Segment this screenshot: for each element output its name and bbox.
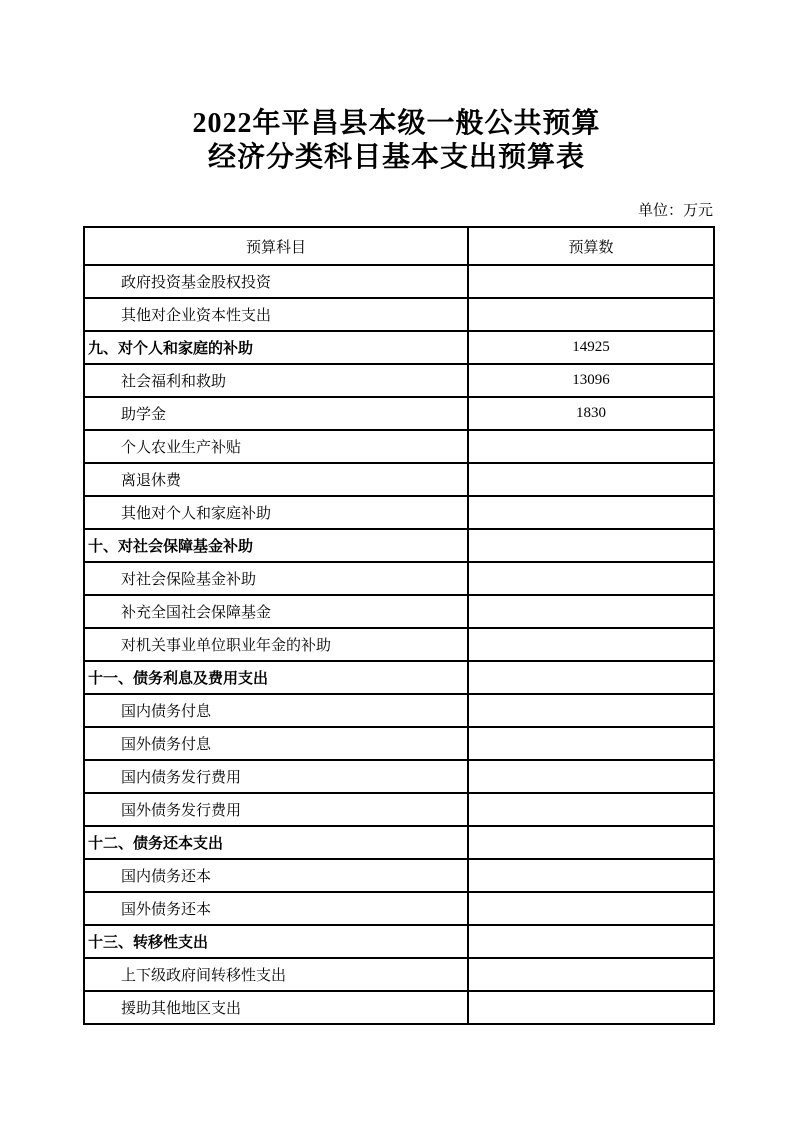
- table-row: [84, 562, 714, 595]
- amount-cell: [468, 595, 714, 628]
- table-row: [84, 595, 714, 628]
- table-row: [84, 661, 714, 694]
- table-row: [84, 859, 714, 892]
- subject-cell: 国内债务付息: [84, 694, 468, 727]
- table-row: [84, 826, 714, 859]
- amount-cell: [468, 958, 714, 991]
- amount-cell: [468, 430, 714, 463]
- table-row: [84, 364, 714, 397]
- subject-cell: 助学金: [84, 397, 468, 430]
- subject-cell: 国外债务付息: [84, 727, 468, 760]
- amount-cell: [468, 991, 714, 1024]
- amount-cell: [468, 529, 714, 562]
- table-row: [84, 430, 714, 463]
- table-row: [84, 397, 714, 430]
- table-row: [84, 727, 714, 760]
- amount-cell: 1830: [468, 397, 714, 430]
- subject-cell: 十、对社会保障基金补助: [84, 529, 468, 562]
- subject-cell: 其他对个人和家庭补助: [84, 496, 468, 529]
- budget-table: [83, 226, 715, 1025]
- subject-cell: 补充全国社会保障基金: [84, 595, 468, 628]
- table-row: [84, 331, 714, 364]
- subject-cell: 国外债务还本: [84, 892, 468, 925]
- page-title: [0, 107, 793, 175]
- subject-cell: 十一、债务利息及费用支出: [84, 661, 468, 694]
- amount-cell: 14925: [468, 331, 714, 364]
- table-row: [84, 760, 714, 793]
- table-header-row: [84, 227, 714, 265]
- subject-cell: 政府投资基金股权投资: [84, 265, 468, 298]
- table-row: [84, 628, 714, 661]
- table-row: [84, 463, 714, 496]
- subject-cell: 上下级政府间转移性支出: [84, 958, 468, 991]
- table-row: [84, 991, 714, 1024]
- table-row: [84, 694, 714, 727]
- amount-cell: [468, 694, 714, 727]
- subject-cell: 援助其他地区支出: [84, 991, 468, 1024]
- amount-cell: [468, 925, 714, 958]
- subject-cell: 十三、转移性支出: [84, 925, 468, 958]
- unit-label: 单位：万元: [637, 203, 713, 219]
- amount-cell: [468, 760, 714, 793]
- table-row: [84, 958, 714, 991]
- subject-cell: 其他对企业资本性支出: [84, 298, 468, 331]
- table-row: [84, 529, 714, 562]
- amount-cell: [468, 265, 714, 298]
- budget-table-body: [84, 265, 714, 1024]
- table-row: [84, 298, 714, 331]
- subject-cell: 十二、债务还本支出: [84, 826, 468, 859]
- page-title-line1: 2022年平昌县本级一般公共预算: [192, 108, 601, 139]
- amount-cell: [468, 496, 714, 529]
- column-header-amount: 预算数: [468, 227, 714, 265]
- table-row: [84, 265, 714, 298]
- amount-cell: [468, 892, 714, 925]
- column-header-subject: 预算科目: [84, 227, 468, 265]
- page-title-line2: 经济分类科目基本支出预算表: [207, 142, 585, 173]
- table-row: [84, 793, 714, 826]
- amount-cell: [468, 298, 714, 331]
- subject-cell: 社会福利和救助: [84, 364, 468, 397]
- amount-cell: [468, 661, 714, 694]
- amount-cell: [468, 793, 714, 826]
- subject-cell: 对机关事业单位职业年金的补助: [84, 628, 468, 661]
- amount-cell: [468, 826, 714, 859]
- subject-cell: 对社会保险基金补助: [84, 562, 468, 595]
- table-row: [84, 925, 714, 958]
- amount-cell: [468, 463, 714, 496]
- subject-cell: 国内债务发行费用: [84, 760, 468, 793]
- subject-cell: 国外债务发行费用: [84, 793, 468, 826]
- table-row: [84, 496, 714, 529]
- subject-cell: 国内债务还本: [84, 859, 468, 892]
- subject-cell: 个人农业生产补贴: [84, 430, 468, 463]
- amount-cell: 13096: [468, 364, 714, 397]
- subject-cell: 离退休费: [84, 463, 468, 496]
- subject-cell: 九、对个人和家庭的补助: [84, 331, 468, 364]
- table-row: [84, 892, 714, 925]
- amount-cell: [468, 628, 714, 661]
- amount-cell: [468, 562, 714, 595]
- amount-cell: [468, 859, 714, 892]
- amount-cell: [468, 727, 714, 760]
